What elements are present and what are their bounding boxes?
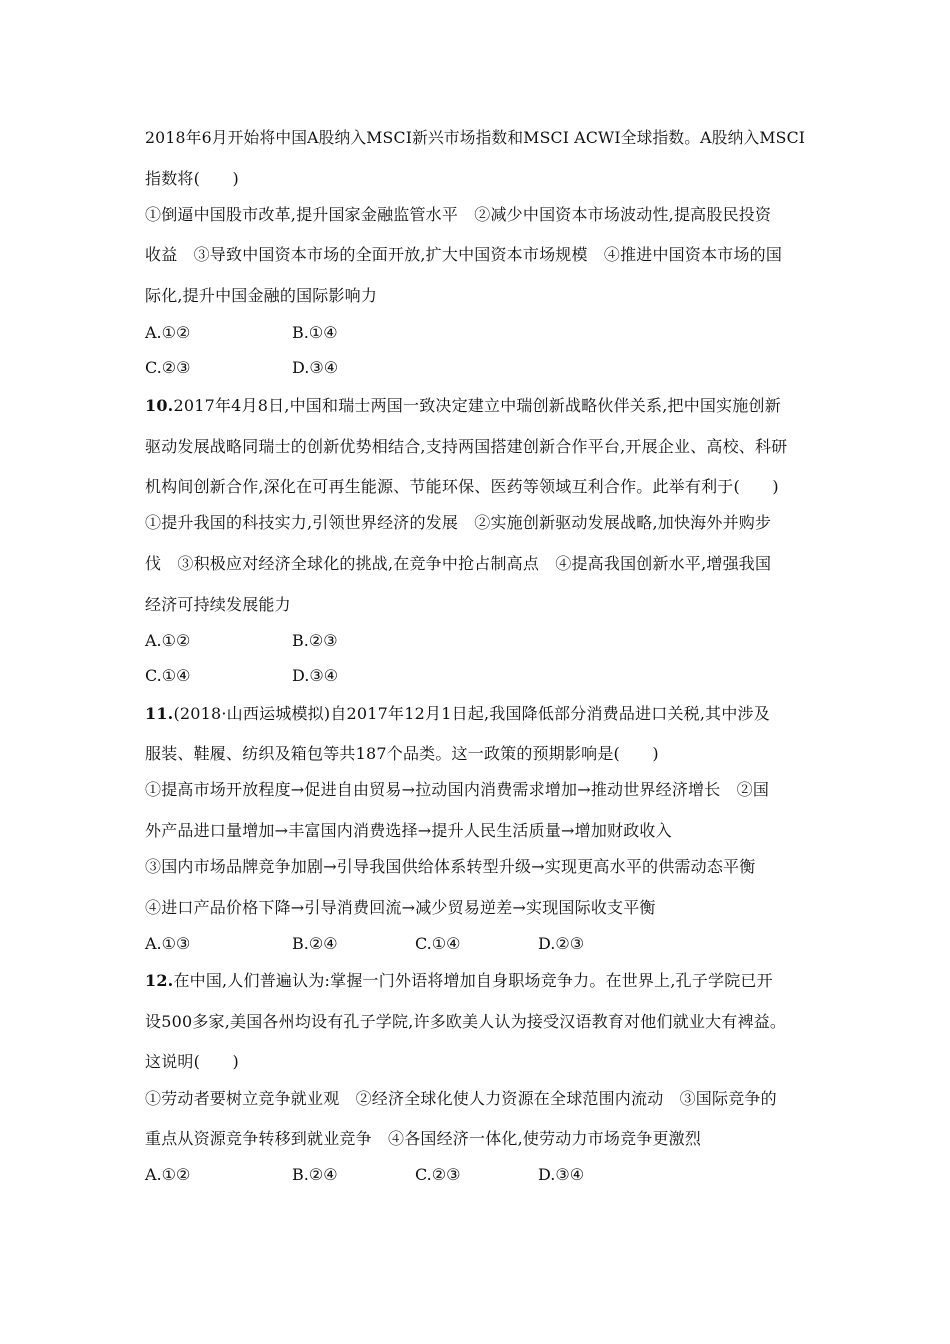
q12-stem-line-1 [145, 971, 773, 991]
q11-number: 11. [145, 704, 174, 723]
q9-statements-line-1: ①倒逼中国股市改革,提升国家金融监管水平 ②减少中国资本市场波动性,提高股民投资 [145, 205, 772, 224]
q10-statements-line-2: 伐 ③积极应对经济全球化的挑战,在竞争中抢占制高点 ④提高我国创新水平,增强我国 [145, 554, 772, 573]
q11-option-c: C.①④ [415, 934, 461, 953]
q10-statements-line-1: ①提升我国的科技实力,引领世界经济的发展 ②实施创新驱动发展战略,加快海外并购步 [145, 513, 772, 532]
q10-number: 10. [145, 396, 174, 415]
q9-statements-line-2: 收益 ③导致中国资本市场的全面开放,扩大中国资本市场规模 ④推进中国资本市场的国 [145, 245, 783, 264]
q10-stem-line-3: 机构间创新合作,深化在可再生能源、节能环保、医药等领域互利合作。此举有利于( ) [145, 477, 779, 496]
q11-option-b: B.②④ [292, 934, 338, 953]
q10-statements-line-3: 经济可持续发展能力 [145, 595, 291, 614]
q10-stem-line-1 [145, 396, 781, 416]
q11-option-a: A.①③ [145, 934, 191, 953]
q12-number: 12. [145, 971, 174, 990]
q9-stem-line-1: 2018年6月开始将中国A股纳入MSCI新兴市场指数和MSCI ACWI全球指数。A股纳入MSCI [145, 128, 806, 147]
q11-statements-line-4: ④进口产品价格下降→引导消费回流→减少贸易逆差→实现国际收支平衡 [145, 898, 656, 917]
q11-statements-line-1: ①提高市场开放程度→促进自由贸易→拉动国内消费需求增加→推动世界经济增长 ②国 [145, 780, 770, 799]
q12-statements-line-2: 重点从资源竞争转移到就业竞争 ④各国经济一体化,使劳动力市场竞争更激烈 [145, 1129, 702, 1148]
q9-statements-line-3: 际化,提升中国金融的国际影响力 [145, 286, 378, 305]
q10-option-a: A.①② [145, 631, 191, 650]
q11-stem-line-1 [145, 704, 770, 724]
q10-option-b: B.②③ [292, 631, 338, 650]
q12-option-c: C.②③ [415, 1165, 461, 1184]
q12-stem-line-3: 这说明( ) [145, 1052, 239, 1071]
q9-option-d: D.③④ [292, 358, 339, 377]
q11-option-d: D.②③ [538, 934, 585, 953]
q12-option-d: D.③④ [538, 1165, 585, 1184]
q9-option-a: A.①② [145, 323, 191, 342]
q9-option-b: B.①④ [292, 323, 338, 342]
q12-option-a: A.①② [145, 1165, 191, 1184]
q10-option-d: D.③④ [292, 666, 339, 685]
q12-statements-line-1: ①劳动者要树立竞争就业观 ②经济全球化使人力资源在全球范围内流动 ③国际竞争的 [145, 1089, 777, 1108]
q12-stem-line-2: 设500多家,美国各州均设有孔子学院,许多欧美人认为接受汉语教育对他们就业大有裨益。 [145, 1012, 787, 1031]
q11-stem-line-2: 服装、鞋履、纺织及箱包等共187个品类。这一政策的预期影响是( ) [145, 744, 659, 763]
q12-stem-text: 在中国,人们普遍认为:掌握一门外语将增加自身职场竞争力。在世界上,孔子学院已开 [173, 971, 773, 990]
q11-statements-line-2: 外产品进口量增加→丰富国内消费选择→提升人民生活质量→增加财政收入 [145, 821, 672, 840]
q10-option-c: C.①④ [145, 666, 191, 685]
q12-option-b: B.②④ [292, 1165, 338, 1184]
q9-stem-line-2: 指数将( ) [145, 169, 239, 188]
q9-option-c: C.②③ [145, 358, 191, 377]
q11-statements-line-3: ③国内市场品牌竞争加剧→引导我国供给体系转型升级→实现更高水平的供需动态平衡 [145, 857, 756, 876]
q10-stem-text: 2017年4月8日,中国和瑞士两国一致决定建立中瑞创新战略伙伴关系,把中国实施创新 [173, 396, 781, 415]
q11-stem-text: (2018·山西运城模拟)自2017年12月1日起,我国降低部分消费品进口关税,其中涉及 [173, 704, 770, 723]
q10-stem-line-2: 驱动发展战略同瑞士的创新优势相结合,支持两国搭建创新合作平台,开展企业、高校、科研 [145, 437, 788, 456]
